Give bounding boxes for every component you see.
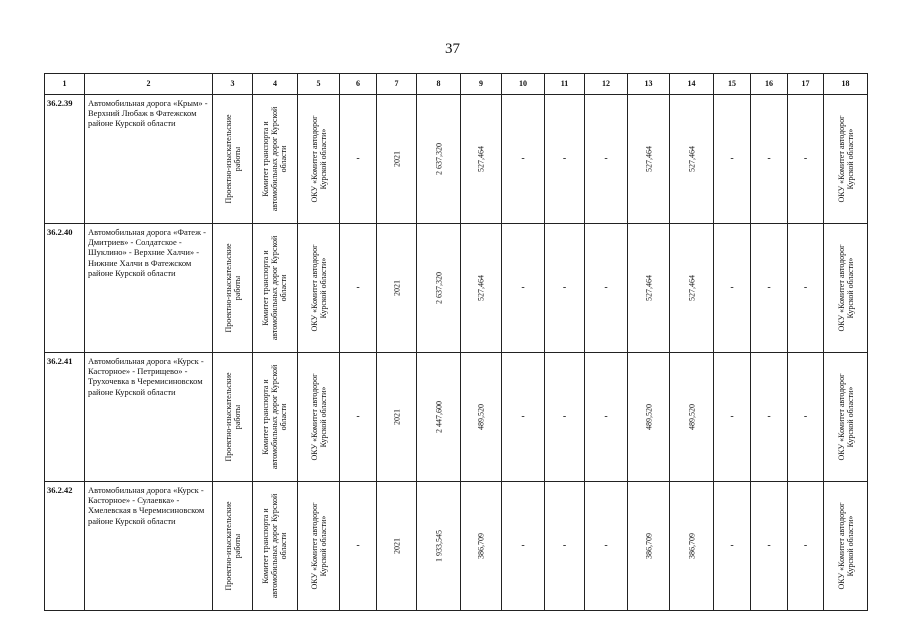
cell-10: - (502, 482, 545, 611)
year-cell (377, 353, 417, 482)
cost-cell (417, 353, 461, 482)
cell-15: - (714, 95, 751, 224)
responsible: ОКУ «Комитет автодорог Курской области» (836, 115, 855, 203)
cell-13-wrap (628, 224, 670, 353)
cell-14: 527,464 (686, 146, 696, 172)
cell-15: - (714, 482, 751, 611)
cell-9: 527,464 (476, 146, 486, 172)
cell-16: - (751, 224, 788, 353)
year-cell (377, 95, 417, 224)
cell-6: - (340, 353, 377, 482)
cell-9-wrap (461, 482, 502, 611)
column-header: 7 (377, 74, 417, 95)
table-row (45, 482, 868, 611)
responsible: ОКУ «Комитет автодорог Курской области» (836, 502, 855, 590)
responsible-cell (824, 95, 868, 224)
cell-10: - (502, 353, 545, 482)
customer-cell (253, 353, 298, 482)
cell-13-wrap (628, 353, 670, 482)
cell-12: - (585, 95, 628, 224)
cell-6: - (340, 95, 377, 224)
row-code: 36.2.42 (45, 482, 85, 611)
column-header: 5 (298, 74, 340, 95)
customer-cell (253, 482, 298, 611)
cell-15: - (714, 353, 751, 482)
work-type-cell (213, 482, 253, 611)
year: 2021 (391, 280, 401, 296)
column-header: 13 (628, 74, 670, 95)
cell-14-wrap (670, 95, 714, 224)
cell-16: - (751, 353, 788, 482)
responsible-cell (824, 224, 868, 353)
road-name: Автомобильная дорога «Фатеж - Дмитриев» - Солдатское - Шуклино» - Верхние Халчи» - Нижние Халчи в Фатежском районе Курской области (85, 224, 213, 353)
cell-11: - (545, 95, 585, 224)
row-code: 36.2.39 (45, 95, 85, 224)
cost-cell (417, 482, 461, 611)
cost-cell (417, 224, 461, 353)
column-header: 12 (585, 74, 628, 95)
work-type: Проектно-изыскательские работы (223, 501, 242, 591)
cell-11: - (545, 353, 585, 482)
cell-13: 527,464 (643, 146, 653, 172)
executor: ОКУ «Комитет автодорог Курской области» (309, 373, 328, 461)
responsible: ОКУ «Комитет автодорог Курской области» (836, 244, 855, 332)
executor: ОКУ «Комитет автодорог Курской области» (309, 502, 328, 590)
executor-cell (298, 95, 340, 224)
table-row (45, 95, 868, 224)
cell-9-wrap (461, 95, 502, 224)
column-header: 4 (253, 74, 298, 95)
column-header: 2 (85, 74, 213, 95)
executor: ОКУ «Комитет автодорог Курской области» (309, 115, 328, 203)
customer-cell (253, 95, 298, 224)
cell-11: - (545, 482, 585, 611)
year: 2021 (391, 151, 401, 167)
road-name: Автомобильная дорога «Курск - Касторное» - Петрищево» - Трухочевка в Черемисиновском районе Курской области (85, 353, 213, 482)
column-header: 10 (502, 74, 545, 95)
cell-9-wrap (461, 224, 502, 353)
year: 2021 (391, 538, 401, 554)
responsible-cell (824, 482, 868, 611)
responsible-cell (824, 353, 868, 482)
road-name: Автомобильная дорога «Курск - Касторное» - Сулаевка» - Хмелевская в Черемисиновском районе Курской области (85, 482, 213, 611)
column-header: 11 (545, 74, 585, 95)
cell-13-wrap (628, 482, 670, 611)
work-type-cell (213, 95, 253, 224)
row-code: 36.2.40 (45, 224, 85, 353)
customer: Комитет транспорта и автомобильных дорог Курской области (261, 235, 289, 341)
cell-10: - (502, 224, 545, 353)
cell-17: - (788, 353, 824, 482)
work-type: Проектно-изыскательские работы (223, 114, 242, 204)
column-header: 3 (213, 74, 253, 95)
customer: Комитет транспорта и автомобильных дорог Курской области (261, 364, 289, 470)
cell-14-wrap (670, 482, 714, 611)
column-header: 16 (751, 74, 788, 95)
customer: Комитет транспорта и автомобильных дорог Курской области (261, 493, 289, 599)
cell-11: - (545, 224, 585, 353)
year-cell (377, 224, 417, 353)
column-header: 1 (45, 74, 85, 95)
road-name: Автомобильная дорога «Крым» - Верхний Любаж в Фатежском районе Курской области (85, 95, 213, 224)
total-cost: 1 933,545 (433, 530, 443, 562)
work-type: Проектно-изыскательские работы (223, 372, 242, 462)
cell-9: 527,464 (476, 275, 486, 301)
column-header: 8 (417, 74, 461, 95)
customer-cell (253, 224, 298, 353)
year: 2021 (391, 409, 401, 425)
column-header: 9 (461, 74, 502, 95)
cell-13-wrap (628, 95, 670, 224)
page-number: 37 (445, 41, 460, 57)
program-table (44, 73, 868, 611)
executor: ОКУ «Комитет автодорог Курской области» (309, 244, 328, 332)
cell-13: 386,709 (643, 533, 653, 559)
cell-6: - (340, 482, 377, 611)
total-cost: 2 637,320 (433, 272, 443, 304)
executor-cell (298, 353, 340, 482)
responsible: ОКУ «Комитет автодорог Курской области» (836, 373, 855, 461)
cell-16: - (751, 482, 788, 611)
column-header: 14 (670, 74, 714, 95)
cell-14-wrap (670, 353, 714, 482)
cell-6: - (340, 224, 377, 353)
total-cost: 2 447,600 (433, 401, 443, 433)
cell-16: - (751, 95, 788, 224)
work-type: Проектно-изыскательские работы (223, 243, 242, 333)
work-type-cell (213, 353, 253, 482)
customer: Комитет транспорта и автомобильных дорог Курской области (261, 106, 289, 212)
cell-17: - (788, 224, 824, 353)
cell-13: 527,464 (643, 275, 653, 301)
column-header: 18 (824, 74, 868, 95)
header-row (45, 74, 868, 95)
cell-12: - (585, 482, 628, 611)
work-type-cell (213, 224, 253, 353)
executor-cell (298, 224, 340, 353)
cell-17: - (788, 482, 824, 611)
column-header: 15 (714, 74, 751, 95)
cell-13: 489,520 (643, 404, 653, 430)
cell-14-wrap (670, 224, 714, 353)
cell-10: - (502, 95, 545, 224)
cell-9: 489,520 (476, 404, 486, 430)
table-row (45, 224, 868, 353)
column-header: 6 (340, 74, 377, 95)
row-code: 36.2.41 (45, 353, 85, 482)
total-cost: 2 637,320 (433, 143, 443, 175)
year-cell (377, 482, 417, 611)
cost-cell (417, 95, 461, 224)
cell-12: - (585, 224, 628, 353)
table-row (45, 353, 868, 482)
cell-14: 386,709 (686, 533, 696, 559)
executor-cell (298, 482, 340, 611)
cell-12: - (585, 353, 628, 482)
cell-14: 527,464 (686, 275, 696, 301)
cell-9-wrap (461, 353, 502, 482)
cell-17: - (788, 95, 824, 224)
cell-15: - (714, 224, 751, 353)
cell-9: 386,709 (476, 533, 486, 559)
column-header: 17 (788, 74, 824, 95)
cell-14: 489,520 (686, 404, 696, 430)
